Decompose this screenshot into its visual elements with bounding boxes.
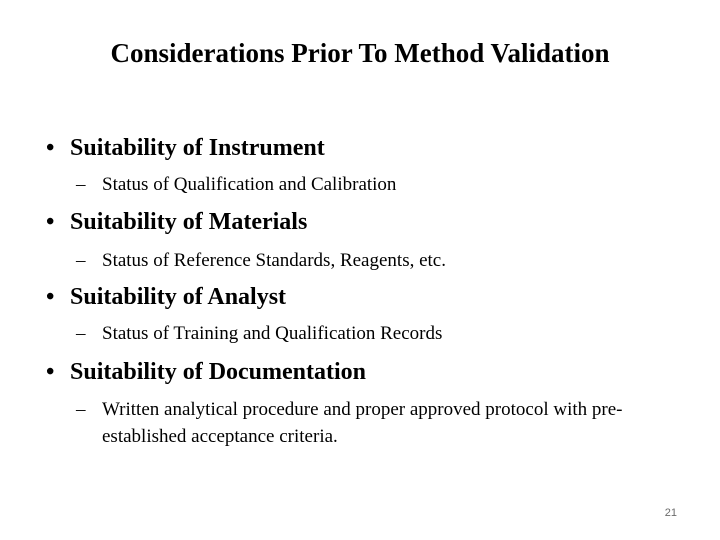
bullet-icon: • [46,284,55,310]
sub-item-text: Status of Training and Qualification Records [102,323,443,344]
bullet-icon: • [46,209,55,235]
sub-item-documentation [76,396,676,450]
page-number: 21 [664,507,677,519]
bullet-heading: Suitability of Documentation [70,359,367,385]
sub-item-instrument [76,171,696,198]
sub-item-text: Written analytical procedure and proper approved protocol with pre-established acceptance criteria. [102,399,623,447]
bullet-icon: • [46,359,55,385]
bullet-item-materials [46,206,307,238]
sub-item-materials [76,247,696,274]
bullet-item-instrument [46,132,325,164]
dash-icon: – [76,399,86,420]
sub-item-analyst [76,320,696,347]
dash-icon: – [76,250,86,271]
sub-item-text: Status of Qualification and Calibration [102,174,397,195]
bullet-item-documentation [46,356,366,388]
slide-title: Considerations Prior To Method Validation [110,38,610,68]
bullet-heading: Suitability of Materials [70,209,308,235]
bullet-heading: Suitability of Instrument [70,135,325,161]
dash-icon: – [76,323,86,344]
bullet-heading: Suitability of Analyst [70,284,287,310]
dash-icon: – [76,174,86,195]
bullet-item-analyst [46,281,286,313]
sub-item-text: Status of Reference Standards, Reagents, etc. [102,250,446,271]
bullet-icon: • [46,135,55,161]
